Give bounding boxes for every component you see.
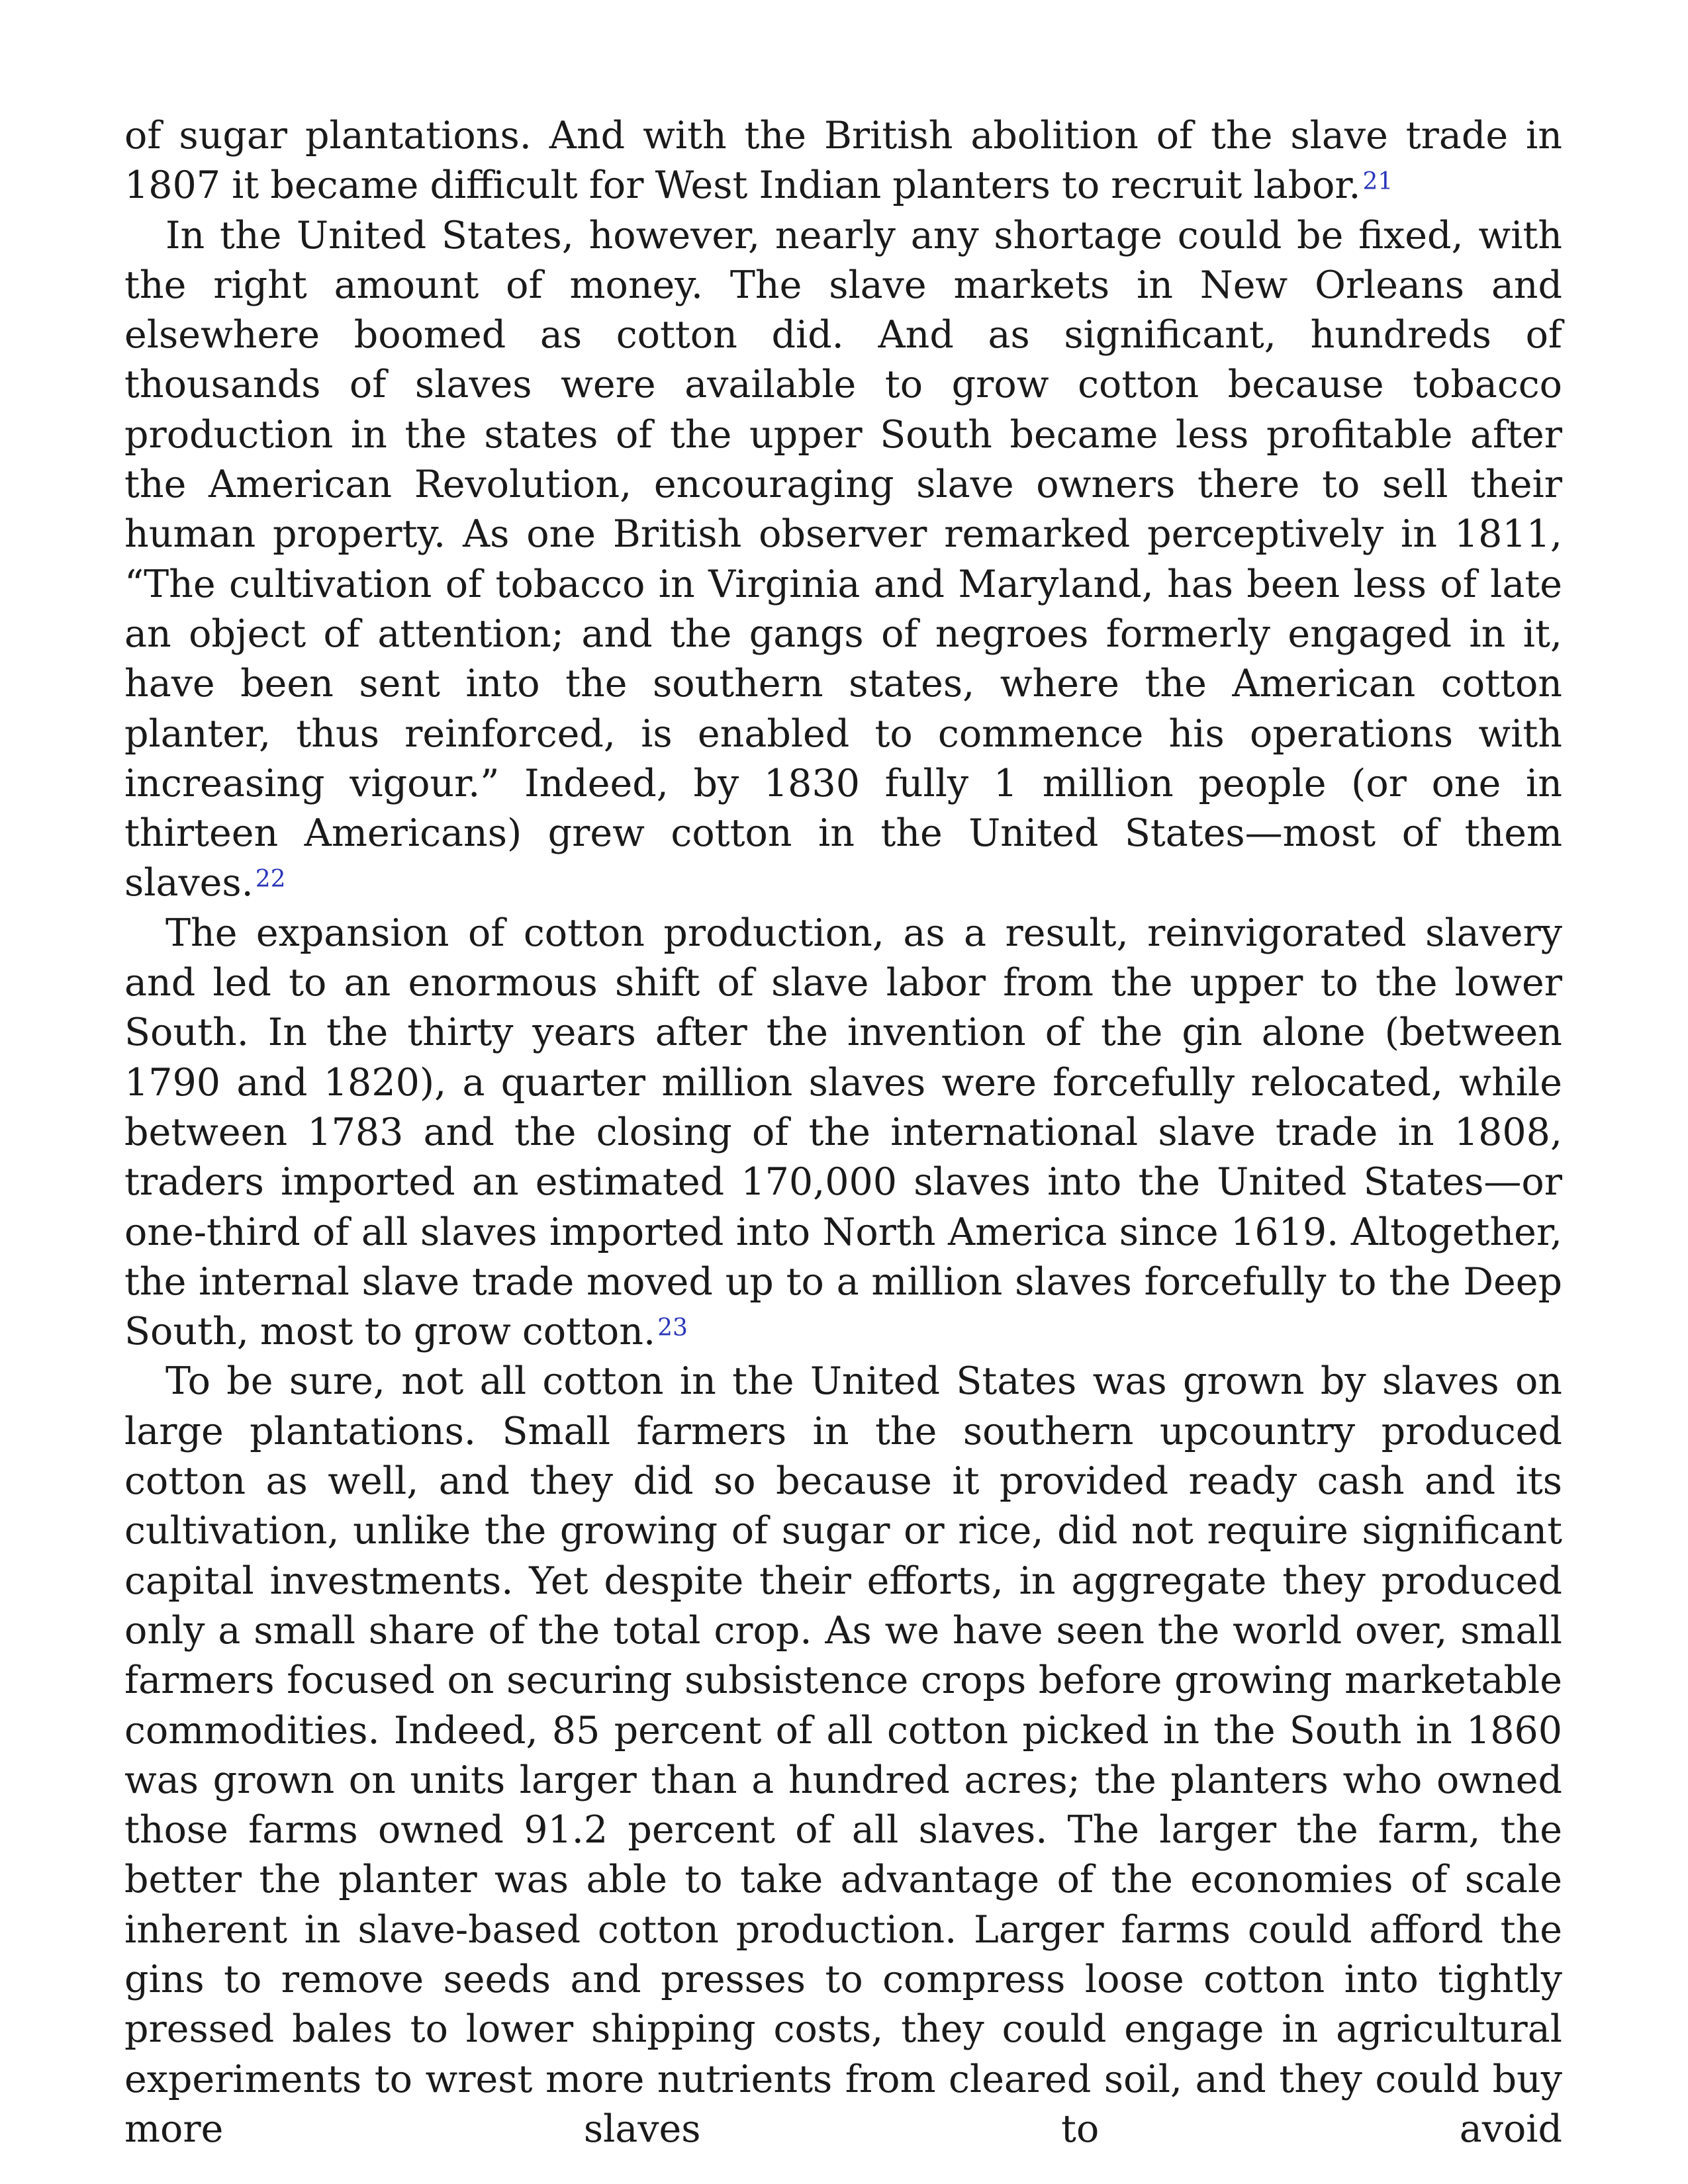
- footnote-ref-22[interactable]: 22: [255, 866, 286, 893]
- paragraph-3: [124, 909, 1562, 1357]
- paragraph-4-text: To be sure, not all cotton in the United States was grown by slaves on large plantations. Small farmers in the southern upcountry produced cotton as well, and they did so because it provided ready cash and its cultivation, unlike the growing of sugar or rice, did not require significant capital investments. Yet despite their efforts, in aggregate they produced only a small share of the total crop. As we have seen the world over, small farmers focused on securing subsistence crops before growing marketable commodities. Indeed, 85 percent of all cotton picked in the South in 1860 was grown on units larger than a hundred acres; the planters who owned those farms owned 91.2 percent of all slaves. The larger the farm, the better the planter was able to take advantage of the economies of scale inherent in slave-based cotton production. Larger farms could afford the gins to remove seeds and presses to compress loose cotton into tightly pressed bales to lower shipping costs, they could engage in agricultural experiments to wrest more nutrients from cleared soil, and they could buy more slaves to avoid: [124, 1359, 1562, 2151]
- paragraph-4: [124, 1357, 1562, 2154]
- page-body: [124, 111, 1562, 2154]
- paragraph-3-text: The expansion of cotton production, as a result, reinvigorated slavery and led to an enormous shift of slave labor from the upper to the lower South. In the thirty years after the invention of the gin alone (between 1790 and 1820), a quarter million slaves were forcefully relocated, while between 1783 and the closing of the international slave trade in 1808, traders imported an estimated 170,000 slaves into the United States—or one-third of all slaves imported into North America since 1619. Altogether, the internal slave trade moved up to a million slaves forcefully to the Deep South, most to grow cotton.: [124, 911, 1562, 1354]
- paragraph-1-text: of sugar plantations. And with the British abolition of the slave trade in 1807 it became difficult for West Indian planters to recruit labor.: [124, 114, 1562, 208]
- paragraph-1: [124, 111, 1562, 211]
- paragraph-2: [124, 211, 1562, 909]
- paragraph-2-text: In the United States, however, nearly any shortage could be fixed, with the right amount of money. The slave markets in New Orleans and elsewhere boomed as cotton did. And as significant, hundreds of thousands of slaves were available to grow cotton because tobacco production in the states of the upper South became less profitable after the American Revolution, encouraging slave owners there to sell their human property. As one British observer remarked perceptively in 1811, “The cultivation of tobacco in Virginia and Maryland, has been less of late an object of attention; and the gangs of negroes formerly engaged in it, have been sent into the southern states, where the American cotton planter, thus reinforced, is enabled to commence his operations with increasing vigour.” Indeed, by 1830 fully 1 million people (or one in thirteen Americans) grew cotton in the United States—most of them slaves.: [124, 213, 1562, 905]
- footnote-ref-21[interactable]: 21: [1362, 168, 1393, 196]
- footnote-ref-23[interactable]: 23: [657, 1314, 688, 1342]
